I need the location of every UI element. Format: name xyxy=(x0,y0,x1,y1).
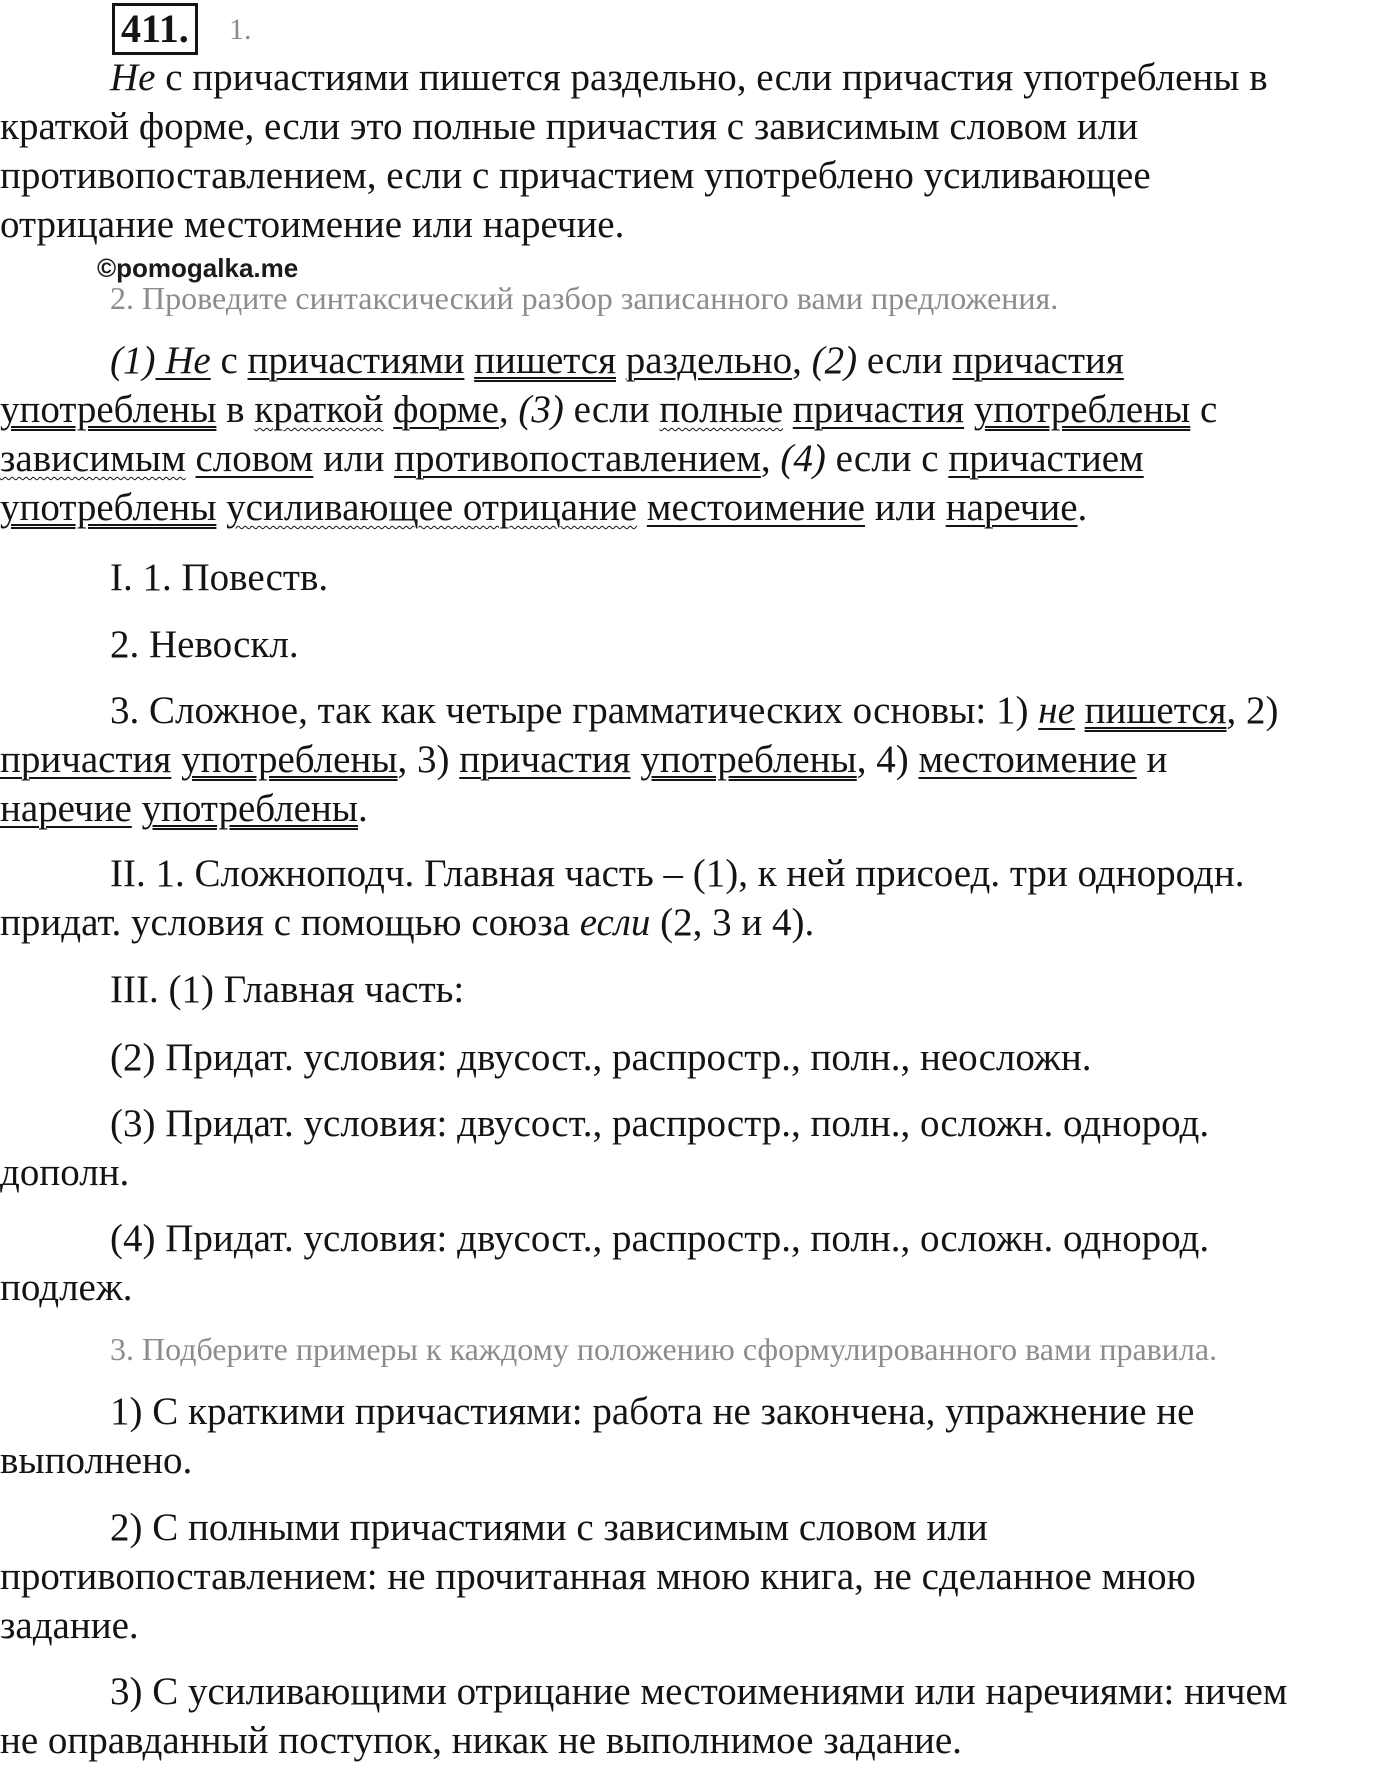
parse-word: причастия xyxy=(952,339,1124,382)
parse-word: противопоставлением xyxy=(394,437,761,480)
exercise-number: 411. xyxy=(112,3,198,55)
clause-number: (1) xyxy=(110,339,156,382)
rule-line-2: краткой форме, если это полные причастия с зависимым словом или xyxy=(0,105,1139,148)
task-3-heading: 3. Подберите примеры к каждому положению сформулированного вами правила. xyxy=(110,1331,1218,1367)
analysis-ii: II. 1. Сложноподч. Главная часть – (1), к ней присоед. три однородн. придат. условия с помощью союза если (2, 3 и 4). xyxy=(0,852,1245,944)
parse-word: употреблены xyxy=(0,486,217,529)
analysis-i3: 3. Сложное, так как четыре грамматических основы: 1) не пишется, 2) причастия употреблены, 3) причастия употреблены, 4) местоимение и наречие употреблены. xyxy=(0,689,1279,830)
watermark: ©pomogalka.me xyxy=(97,253,299,283)
parse-word: причастиями xyxy=(247,339,465,382)
parse-word: форме xyxy=(393,388,499,431)
parse-word: употреблены xyxy=(973,388,1191,431)
analysis-iii: III. (1) Главная часть: xyxy=(110,968,465,1011)
rule-ne: Не xyxy=(110,56,156,99)
analysis-i1: I. 1. Повеств. xyxy=(110,556,329,599)
analysis-p2: (2) Придат. условия: двусост., распростр., полн., неосложн. xyxy=(110,1036,1092,1079)
rule-line-1 xyxy=(0,53,1268,102)
clause-number: (3) xyxy=(518,388,564,431)
parse-word: пишется xyxy=(474,339,617,382)
example-2: 2) С полными причастиями с зависимым словом или противопоставлением: не прочитанная мною книга, не сделанное мною задание. xyxy=(0,1506,1196,1647)
parse-word: местоимение xyxy=(646,486,865,529)
parse-word: раздельно xyxy=(625,339,793,382)
rule-paragraph xyxy=(0,53,1268,249)
example-3: 3) С усиливающими отрицание местоимениями или наречиями: ничем не оправданный поступок, никак не выполнимое задание. xyxy=(0,1670,1288,1762)
parse-word: полные xyxy=(659,388,784,431)
parse-word: причастия xyxy=(792,388,965,431)
parse-line-4: употреблены усиливающее отрицание местоимение или наречие. xyxy=(0,486,1088,529)
parsed-sentence xyxy=(0,336,1217,532)
task-1-label: 1. xyxy=(229,13,252,46)
parse-word: краткой xyxy=(254,388,384,431)
parse-word: Не xyxy=(155,339,211,382)
clause-number: (4) xyxy=(780,437,826,480)
rule-line-4: отрицание местоимение или наречие. xyxy=(0,203,625,246)
analysis-p3: (3) Придат. условия: двусост., распростр., полн., осложн. однород. дополн. xyxy=(0,1102,1210,1194)
example-1: 1) С краткими причастиями: работа не закончена, упражнение не выполнено. xyxy=(0,1390,1195,1482)
analysis-i2: 2. Невоскл. xyxy=(110,623,299,666)
task-2-heading: 2. Проведите синтаксический разбор записанного вами предложения. xyxy=(110,280,1059,316)
parse-line-1: (1) Не с причастиями пишется раздельно, (2) если причастия xyxy=(110,339,1124,382)
parse-word: наречие xyxy=(945,486,1078,529)
rule-line-3: противопоставлением, если с причастием употреблено усиливающее xyxy=(0,154,1151,197)
parse-line-2: употреблены в краткой форме, (3) если полные причастия употреблены с xyxy=(0,388,1218,431)
parse-word: словом xyxy=(195,437,314,480)
parse-word: усиливающее отрицание xyxy=(226,486,638,529)
analysis-p4: (4) Придат. условия: двусост., распростр., полн., осложн. однород. подлеж. xyxy=(0,1217,1210,1309)
rule-line-1-text: с причастиями пишется раздельно, если причастия употреблены в xyxy=(155,56,1268,99)
clause-number: (2) xyxy=(811,339,858,382)
parse-word: употреблены xyxy=(0,388,217,431)
parse-word: причастием xyxy=(948,437,1144,480)
parse-word: зависимым xyxy=(0,437,186,480)
parse-line-3: зависимым словом или противопоставлением, (4) если с причастием xyxy=(0,437,1144,480)
